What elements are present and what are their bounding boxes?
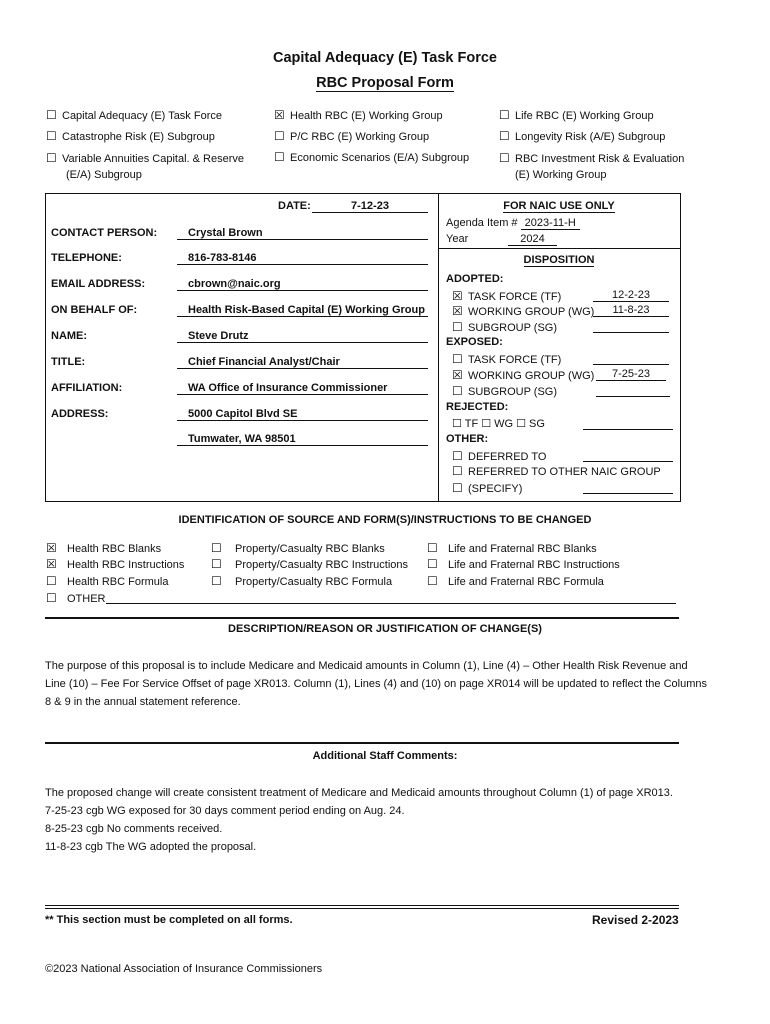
- checkbox-mark: ☐: [427, 541, 438, 555]
- adopted-sg-checkbox[interactable]: [452, 320, 557, 334]
- year-label: Year: [446, 233, 469, 245]
- adopted-label: ADOPTED:: [446, 273, 504, 285]
- naic-header-text: FOR NAIC USE ONLY: [503, 200, 615, 212]
- exposed-tf-checkbox[interactable]: [452, 352, 561, 366]
- field-line: [177, 316, 428, 317]
- checkbox-mark: ☐: [211, 557, 222, 571]
- year-value[interactable]: 2024: [508, 233, 556, 246]
- date-line: [593, 364, 669, 365]
- form-checkbox-pc-instructions[interactable]: [211, 557, 408, 571]
- checkbox-mark: ☐: [274, 150, 285, 164]
- field-line: [177, 420, 428, 421]
- date-line: [593, 316, 669, 317]
- field-line: [177, 368, 428, 369]
- checkbox-mark: ☒: [46, 541, 57, 555]
- specify-checkbox[interactable]: [452, 481, 522, 495]
- comment-line: 11-8-23 cgb The WG adopted the proposal.: [45, 841, 257, 853]
- checkbox-label: Health RBC (E) Working Group: [290, 110, 443, 122]
- checkbox-label: Longevity Risk (A/E) Subgroup: [515, 131, 666, 143]
- address-label: ADDRESS:: [51, 408, 109, 420]
- checkbox-label: TASK FORCE (TF): [468, 354, 562, 366]
- description-heading: DESCRIPTION/REASON OR JUSTIFICATION OF CHANGE(S): [228, 623, 542, 635]
- name-label: NAME:: [51, 330, 88, 342]
- other-line[interactable]: [106, 603, 676, 604]
- field-line: [177, 239, 428, 240]
- rejected-checkboxes[interactable]: ☐ TF ☐ WG ☐ SG: [452, 418, 545, 430]
- copyright: ©2023 National Association of Insurance Commissioners: [45, 963, 323, 975]
- box-divider: [438, 193, 439, 501]
- telephone-value[interactable]: 816-783-8146: [188, 252, 257, 264]
- group-checkbox-longevity[interactable]: [499, 129, 665, 143]
- date-line: [593, 301, 669, 302]
- group-checkbox-investment-risk[interactable]: [499, 150, 684, 183]
- form-checkbox-pc-blanks[interactable]: [211, 541, 385, 555]
- checkbox-label: RBC Investment Risk & Evaluation: [515, 153, 685, 165]
- exposed-wg-checkbox[interactable]: [452, 368, 594, 382]
- checkbox-label-line2: (E) Working Group: [515, 169, 607, 181]
- checkbox-mark: ☐: [427, 557, 438, 571]
- exposed-label: EXPOSED:: [446, 336, 503, 348]
- checkbox-label: DEFERRED TO: [468, 451, 547, 463]
- checkbox-label: Catastrophe Risk (E) Subgroup: [62, 131, 215, 143]
- form-checkbox-health-blanks[interactable]: [46, 541, 161, 555]
- form-checkbox-health-instructions[interactable]: [46, 557, 184, 571]
- section-rule: [45, 742, 679, 744]
- naic-divider: [439, 248, 680, 249]
- checkbox-mark: ☐: [46, 108, 57, 122]
- checkbox-mark: ☐: [427, 574, 438, 588]
- group-checkbox-catastrophe[interactable]: [46, 129, 215, 143]
- description-text: [45, 657, 735, 711]
- form-checkbox-life-blanks[interactable]: [427, 541, 597, 555]
- checkbox-label-line2: (E/A) Subgroup: [66, 169, 142, 181]
- checkbox-mark: ☐: [499, 108, 510, 122]
- checkbox-mark: ☐: [211, 541, 222, 555]
- checkbox-label: Life and Fraternal RBC Instructions: [448, 559, 620, 571]
- date-line: [583, 493, 673, 494]
- form-checkbox-health-formula[interactable]: [46, 574, 168, 588]
- description-line: 8 & 9 in the annual statement reference.: [45, 696, 241, 708]
- footer-note: ** This section must be completed on all forms.: [45, 914, 293, 926]
- checkbox-label: Variable Annuities Capital. & Reserve: [62, 153, 245, 165]
- on-behalf-value[interactable]: Health Risk-Based Capital (E) Working Group: [188, 304, 425, 316]
- adopted-wg-date[interactable]: 11-8-23: [612, 304, 650, 316]
- title-value[interactable]: Chief Financial Analyst/Chair: [188, 356, 340, 368]
- agenda-item-row: [446, 217, 580, 230]
- email-value[interactable]: cbrown@naic.org: [188, 278, 281, 290]
- checkbox-label: Capital Adequacy (E) Task Force: [62, 110, 222, 122]
- adopted-tf-checkbox[interactable]: [452, 289, 561, 303]
- comments-heading: Additional Staff Comments:: [312, 750, 458, 762]
- checkbox-mark: ☐: [499, 129, 510, 143]
- page-title: Capital Adequacy (E) Task Force: [272, 50, 497, 66]
- agenda-label: Agenda Item #: [446, 217, 518, 229]
- checkbox-label: WORKING GROUP (WG): [468, 370, 595, 382]
- address-value[interactable]: 5000 Capitol Blvd SE: [188, 408, 298, 420]
- revised-label: Revised 2-2023: [592, 913, 679, 927]
- comments-text: [45, 784, 735, 856]
- checkbox-label: WORKING GROUP (WG): [468, 306, 595, 318]
- checkbox-mark: ☐: [274, 129, 285, 143]
- agenda-value[interactable]: 2023-11-H: [521, 217, 580, 230]
- form-checkbox-pc-formula[interactable]: [211, 574, 392, 588]
- contact-person-label: CONTACT PERSON:: [51, 227, 158, 239]
- checkbox-label: TASK FORCE (TF): [468, 291, 562, 303]
- checkbox-label: REFERRED TO OTHER NAIC GROUP: [468, 466, 661, 478]
- comment-line: 8-25-23 cgb No comments received.: [45, 823, 223, 835]
- checkbox-label: Property/Casualty RBC Blanks: [235, 543, 385, 555]
- identification-heading: IDENTIFICATION OF SOURCE AND FORM(S)/INSTRUCTIONS TO BE CHANGED: [178, 514, 592, 526]
- date-line: [312, 212, 428, 213]
- footer-rule: [45, 908, 679, 909]
- group-checkbox-capital-adequacy[interactable]: [46, 108, 222, 122]
- deferred-checkbox[interactable]: [452, 449, 546, 463]
- field-line: [177, 342, 428, 343]
- address-line2-value[interactable]: Tumwater, WA 98501: [188, 433, 296, 445]
- checkbox-label: SUBGROUP (SG): [468, 322, 558, 334]
- date-label: DATE:: [278, 200, 311, 212]
- field-line: [177, 394, 428, 395]
- checkbox-mark: ☐: [46, 151, 57, 165]
- checkbox-label: Life and Fraternal RBC Formula: [448, 576, 604, 588]
- date-line: [583, 429, 673, 430]
- group-checkbox-pc-rbc[interactable]: [274, 129, 429, 143]
- checkbox-mark: ☐: [499, 151, 510, 165]
- date-value[interactable]: 7-12-23: [351, 200, 389, 212]
- field-line: [177, 264, 428, 265]
- date-line: [596, 380, 666, 381]
- checkbox-label: Economic Scenarios (E/A) Subgroup: [290, 152, 470, 164]
- adopted-tf-date[interactable]: 12-2-23: [612, 289, 650, 301]
- group-checkbox-variable-annuities[interactable]: [46, 150, 244, 183]
- form-checkbox-life-instructions[interactable]: [427, 557, 620, 571]
- checkbox-label: SUBGROUP (SG): [468, 386, 558, 398]
- year-row: [446, 233, 557, 246]
- contact-person-value[interactable]: Crystal Brown: [188, 227, 263, 239]
- checkbox-mark: ☐: [452, 481, 463, 495]
- affiliation-value[interactable]: WA Office of Insurance Commissioner: [188, 382, 388, 394]
- checkbox-mark: ☐: [452, 464, 463, 478]
- field-line: [177, 290, 428, 291]
- disposition-heading: [439, 254, 679, 267]
- referred-checkbox[interactable]: [452, 464, 661, 478]
- checkbox-label: P/C RBC (E) Working Group: [290, 131, 430, 143]
- group-checkbox-economic-scenarios[interactable]: [274, 150, 469, 164]
- checkbox-label: Health RBC Formula: [67, 576, 169, 588]
- exposed-sg-checkbox[interactable]: [452, 384, 557, 398]
- checkbox-mark: ☒: [452, 368, 463, 382]
- checkbox-mark: ☐: [46, 129, 57, 143]
- exposed-wg-date[interactable]: 7-25-23: [612, 368, 650, 380]
- telephone-label: TELEPHONE:: [51, 252, 122, 264]
- description-line: The purpose of this proposal is to include Medicare and Medicaid amounts in Column (1), Line (4) – Other Health Risk Revenue and: [45, 660, 688, 672]
- checkbox-mark: ☐: [46, 591, 57, 605]
- subtitle-text: RBC Proposal Form: [316, 75, 454, 91]
- other-label: OTHER:: [446, 433, 489, 445]
- checkbox-mark: ☐: [452, 384, 463, 398]
- adopted-wg-checkbox[interactable]: [452, 304, 594, 318]
- checkbox-mark: ☐: [211, 574, 222, 588]
- group-checkbox-life-rbc[interactable]: [499, 108, 654, 122]
- checkbox-label: (SPECIFY): [468, 483, 523, 495]
- description-line: Line (10) – Fee For Service Offset of page XR013. Column (1), Lines (4) and (10) on page XR014 will be updated to reflect the Columns: [45, 678, 707, 690]
- form-checkbox-life-formula[interactable]: [427, 574, 604, 588]
- comment-line: 7-25-23 cgb WG exposed for 30 days comment period ending on Aug. 24.: [45, 805, 405, 817]
- section-rule: [45, 617, 679, 619]
- naic-header: [439, 200, 679, 213]
- checkbox-mark: ☒: [452, 289, 463, 303]
- affiliation-label: AFFILIATION:: [51, 382, 123, 394]
- checkbox-label: Health RBC Blanks: [67, 543, 162, 555]
- checkbox-label: OTHER: [67, 593, 106, 605]
- checkbox-mark: ☐: [452, 449, 463, 463]
- footer-rule: [45, 905, 679, 906]
- checkbox-mark: ☐: [452, 320, 463, 334]
- page-subtitle: [0, 75, 770, 92]
- checkbox-mark: ☒: [452, 304, 463, 318]
- checkbox-mark: ☐: [46, 574, 57, 588]
- disposition-text: DISPOSITION: [523, 254, 595, 266]
- checkbox-label: Property/Casualty RBC Formula: [235, 576, 393, 588]
- checkbox-mark: ☒: [274, 108, 285, 122]
- date-line: [593, 332, 669, 333]
- comment-line: The proposed change will create consistent treatment of Medicare and Medicaid amounts throughout Column (1) of page XR013.: [45, 787, 673, 799]
- group-checkbox-health-rbc[interactable]: [274, 108, 443, 122]
- checkbox-mark: ☒: [46, 557, 57, 571]
- checkbox-label: Life RBC (E) Working Group: [515, 110, 654, 122]
- rejected-label: REJECTED:: [446, 401, 509, 413]
- checkbox-mark: ☐: [452, 352, 463, 366]
- checkbox-label: Life and Fraternal RBC Blanks: [448, 543, 597, 555]
- form-checkbox-other[interactable]: [46, 591, 106, 605]
- date-line: [596, 396, 670, 397]
- field-line: [177, 445, 428, 446]
- checkbox-label: Property/Casualty RBC Instructions: [235, 559, 409, 571]
- on-behalf-label: ON BEHALF OF:: [51, 304, 138, 316]
- email-label: EMAIL ADDRESS:: [51, 278, 146, 290]
- name-value[interactable]: Steve Drutz: [188, 330, 249, 342]
- checkbox-label: Health RBC Instructions: [67, 559, 185, 571]
- date-line: [583, 461, 673, 462]
- title-label: TITLE:: [51, 356, 86, 368]
